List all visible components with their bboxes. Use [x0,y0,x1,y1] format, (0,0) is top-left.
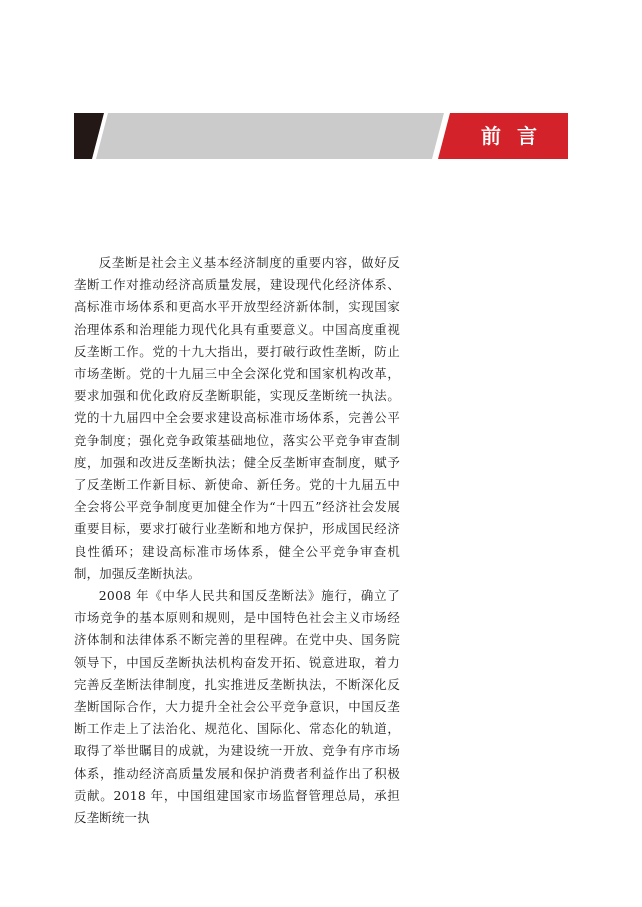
header-gray-bar [96,113,444,159]
paragraph-2: 2008 年《中华人民共和国反垄断法》施行，确立了市场竞争的基本原则和规则，是中国特色社会主义市场经济体制和法律体系不断完善的里程碑。在党中央、国务院领导下，中国反垄断执法机构奋发开拓、锐意进取，着力完善反垄断法律制度，扎实推进反垄断执法，不断深化反垄断国际合作，大力提升全社会公平竞争意识，中国反垄断工作走上了法治化、规范化、国际化、常态化的轨道，取得了举世瞩目的成就，为建设统一开放、竞争有序市场体系，推动经济高质量发展和保护消费者利益作出了积极贡献。2018 年，中国组建国家市场监督管理总局，承担反垄断统一执 [74,588,400,826]
paragraph-1: 反垄断是社会主义基本经济制度的重要内容，做好反垄断工作对推动经济高质量发展，建设现代化经济体系、高标准市场体系和更高水平开放型经济新体制，实现国家治理体系和治理能力现代化具有重要意义。中国高度重视反垄断工作。党的十九大指出，要打破行政性垄断，防止市场垄断。党的十九届三中全会深化党和国家机构改革，要求加强和优化政府反垄断职能，实现反垄断统一执法。党的十九届四中全会要求建设高标准市场体系，完善公平竞争制度；强化竞争政策基础地位，落实公平竞争审查制度，加强和改进反垄断执法；健全反垄断审查制度，赋予了反垄断工作新目标、新使命、新任务。党的十九届五中全会将公平竞争制度更加健全作为“十四五”经济社会发展重要目标，要求打破行业垄断和地方保护，形成国民经济良性循环；建设高标准市场体系，健全公平竞争审查机制，加强反垄断执法。 [74,255,400,581]
section-title: 前言 [481,124,553,148]
body-text [74,252,400,829]
